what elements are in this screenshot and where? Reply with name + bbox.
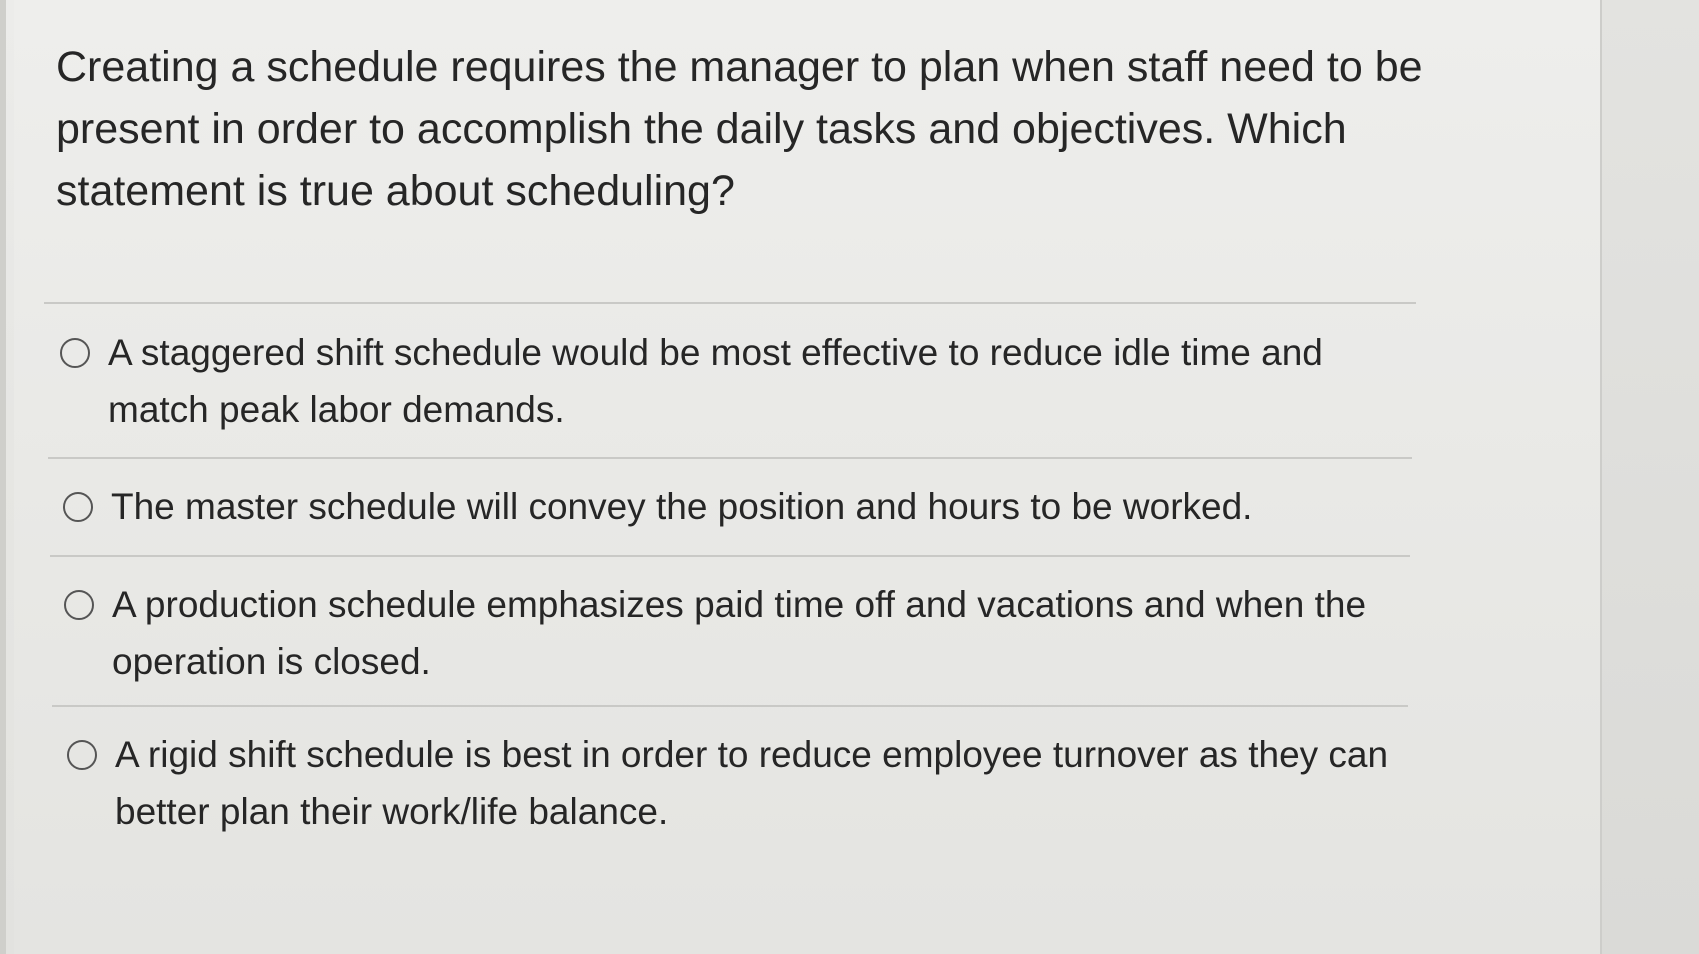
radio-button[interactable] bbox=[64, 590, 94, 620]
option-master-schedule[interactable] bbox=[63, 478, 1418, 535]
divider bbox=[48, 457, 1412, 459]
radio-button[interactable] bbox=[67, 740, 97, 770]
option-label: A staggered shift schedule would be most effective to reduce idle time and match peak labor demands. bbox=[108, 332, 1323, 430]
option-production-schedule[interactable] bbox=[64, 576, 1418, 690]
divider bbox=[50, 555, 1410, 557]
question-text: Creating a schedule requires the manager to plan when staff need to be present in order to accomplish the daily tasks and objectives. Which statement is true about scheduling? bbox=[56, 43, 1423, 215]
option-label: The master schedule will convey the position and hours to be worked. bbox=[111, 486, 1253, 527]
radio-button[interactable] bbox=[63, 492, 93, 522]
option-rigid-shift[interactable] bbox=[67, 726, 1417, 840]
option-label: A rigid shift schedule is best in order to reduce employee turnover as they can better plan their work/life balance. bbox=[115, 734, 1389, 832]
radio-button[interactable] bbox=[60, 338, 90, 368]
quiz-panel bbox=[14, 0, 1602, 954]
option-label: A production schedule emphasizes paid time off and vacations and when the operation is closed. bbox=[112, 584, 1367, 682]
divider bbox=[52, 705, 1408, 707]
option-staggered-shift[interactable] bbox=[60, 324, 1420, 438]
right-margin bbox=[1602, 0, 1699, 954]
monitor-edge bbox=[0, 0, 6, 954]
divider bbox=[44, 302, 1416, 304]
